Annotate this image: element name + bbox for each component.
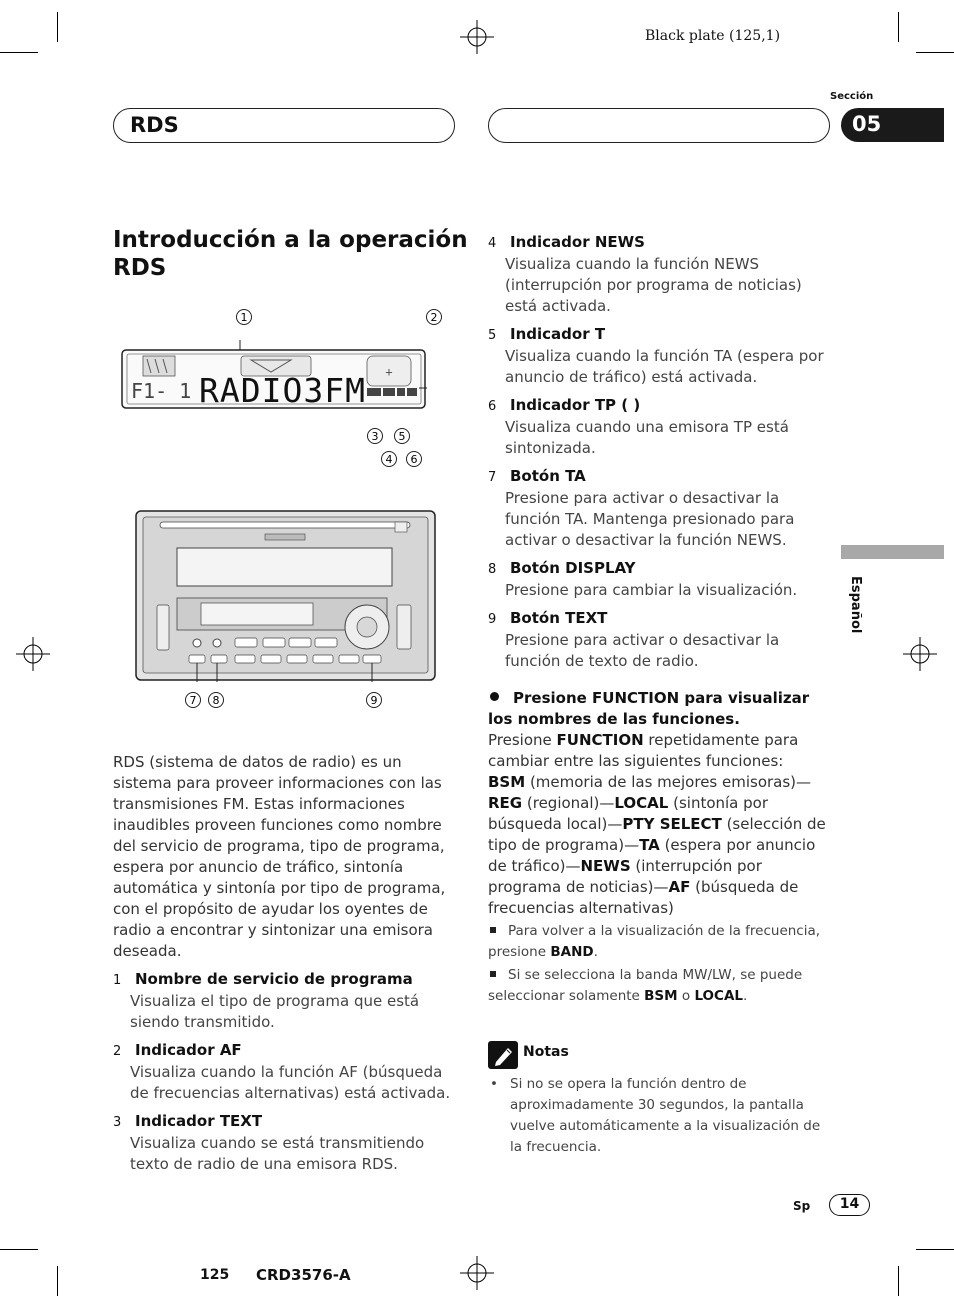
item-number: 8 [488, 562, 497, 577]
svg-text:7: 7 [189, 694, 197, 707]
notes-label: Notas [523, 1044, 569, 1060]
print-page-number: 125 [200, 1267, 230, 1283]
header-title: RDS [130, 113, 179, 137]
crop-mark [898, 12, 899, 42]
svg-text:1: 1 [240, 311, 248, 324]
list-item [113, 1111, 458, 1175]
svg-text:+: + [385, 365, 393, 379]
item-body: Visualiza cuando la función AF (búsqueda de frecuencias alternativas) está activada. [130, 1063, 451, 1102]
bullet-icon: • [490, 1076, 498, 1092]
crop-mark [0, 52, 38, 53]
item-number: 7 [488, 470, 497, 485]
svg-text:F1- 1: F1- 1 [131, 379, 192, 403]
svg-text:5: 5 [398, 430, 406, 443]
language-code: Sp [793, 1199, 811, 1213]
list-item: • Si no se opera la función dentro de aproximadamente 30 segundos, la pantalla vuelve automáticamente a la visualización de la frecuencia. [488, 1074, 833, 1158]
item-body: Visualiza cuando la función TA (espera por anuncio de tráfico) está activada. [505, 347, 824, 386]
svg-text:2: 2 [430, 311, 438, 324]
list-item [113, 969, 458, 1033]
item-body: Visualiza el tipo de programa que está siendo transmitido. [130, 992, 420, 1031]
function-section [488, 688, 833, 1007]
crop-mark [57, 12, 58, 42]
item-body: Presione para activar o desactivar la función TA. Mantenga presionado para activar o desactivar la función NEWS. [505, 489, 795, 549]
item-title: Nombre de servicio de programa [135, 970, 413, 988]
section-label: Sección [830, 91, 874, 102]
registration-mark-icon [460, 1256, 494, 1290]
language-bar [841, 545, 944, 559]
page-number: 14 [839, 1196, 860, 1212]
svg-text:RADIO3FM: RADIO3FM [199, 371, 366, 410]
callout-6 [405, 450, 423, 472]
crop-mark [0, 1249, 38, 1250]
svg-text:9: 9 [370, 694, 378, 707]
item-title: Botón DISPLAY [510, 559, 636, 577]
svg-text:6: 6 [410, 453, 418, 466]
item-number: 9 [488, 612, 497, 627]
function-title: Presione FUNCTION para visualizar los nombres de las funciones. [488, 689, 810, 728]
bullet-square-icon [490, 971, 496, 977]
list-item [488, 608, 833, 672]
svg-text:3: 3 [371, 430, 379, 443]
plate-label: Black plate (125,1) [645, 28, 781, 44]
callout-5 [393, 427, 411, 449]
item-body: Presione para cambiar la visualización. [505, 581, 798, 599]
callout-2 [425, 308, 443, 330]
header-pill-right [488, 108, 830, 143]
notes-list [488, 1074, 833, 1158]
registration-mark-icon [460, 20, 494, 54]
svg-text:4: 4 [385, 453, 393, 466]
item-number: 5 [488, 328, 497, 343]
item-body: Visualiza cuando se está transmitiendo texto de radio de una emisora RDS. [130, 1134, 425, 1173]
function-bullet: Si se selecciona la banda MW/LW, se puede seleccionar solamente BSM o LOCAL. [488, 967, 803, 1004]
callout-7 [184, 691, 202, 713]
svg-text:8: 8 [212, 694, 220, 707]
item-number: 2 [113, 1044, 122, 1059]
callout-3 [366, 427, 384, 449]
registration-mark-icon [16, 637, 50, 671]
head-unit-figure [135, 510, 437, 682]
bullet-dot-icon [490, 692, 499, 701]
callout-9 [365, 691, 383, 713]
item-body: Presione para activar o desactivar la función de texto de radio. [505, 631, 780, 670]
item-title: Botón TA [510, 467, 586, 485]
language-tab: Español [848, 576, 863, 634]
crop-mark [898, 1266, 899, 1296]
crop-mark [57, 1266, 58, 1296]
item-body: Visualiza cuando una emisora TP está sintonizada. [505, 418, 789, 457]
item-number: 1 [113, 973, 122, 988]
item-number: 4 [488, 236, 497, 251]
item-number: 6 [488, 399, 497, 414]
item-title: Indicador T [510, 325, 606, 343]
item-number: 3 [113, 1115, 122, 1130]
list-item [488, 466, 833, 551]
page-title: Introducción a la operación RDS [113, 227, 468, 281]
list-item [488, 395, 833, 459]
right-column [488, 232, 833, 1007]
callout-4 [380, 450, 398, 472]
list-item [488, 558, 833, 601]
crop-mark [916, 1249, 954, 1250]
list-item [488, 232, 833, 317]
intro-paragraph: RDS (sistema de datos de radio) es un sistema para proveer informaciones con las transmisiones FM. Estas informaciones inaudibles proveen funciones como nombre del servicio de programa, tipo de programa, espera por anuncio de tráfico, sintonía automática y sintonía por tipo de programa, con el propósito de ayudar los oyentes de radio a encontrar y sintonizar una emisora deseada. [113, 753, 446, 960]
item-title: Indicador TEXT [135, 1112, 263, 1130]
item-body: Visualiza cuando la función NEWS (interrupción por programa de noticias) está activada. [505, 255, 802, 315]
function-list: BSM (memoria de las mejores emisoras)—REG (regional)—LOCAL (sintonía por búsqueda local)—PTY SELECT (selección de tipo de programa)—TA (espera por anuncio de tráfico)—NEWS (interrupción por programa de noticias)—AF (búsqueda de frecuencias alternativas) [488, 773, 826, 917]
item-title: Indicador AF [135, 1041, 242, 1059]
function-paragraph: Presione FUNCTION repetidamente para cambiar entre las siguientes funciones: [488, 731, 799, 770]
registration-mark-icon [903, 637, 937, 671]
list-item [113, 1040, 458, 1104]
callout-8 [207, 691, 225, 713]
item-title: Botón TEXT [510, 609, 608, 627]
callout-1 [235, 308, 253, 330]
bullet-square-icon [490, 927, 496, 933]
crop-mark [916, 52, 954, 53]
model-number: CRD3576-A [256, 1266, 351, 1284]
left-column [113, 752, 458, 1182]
list-item [488, 324, 833, 388]
pencil-icon [488, 1041, 518, 1069]
function-bullet: Para volver a la visualización de la frecuencia, presione BAND. [488, 923, 821, 960]
item-title: Indicador NEWS [510, 233, 645, 251]
rds-display-figure [121, 330, 427, 410]
item-title: Indicador TP ( ) [510, 396, 641, 414]
section-number: 05 [852, 112, 882, 136]
